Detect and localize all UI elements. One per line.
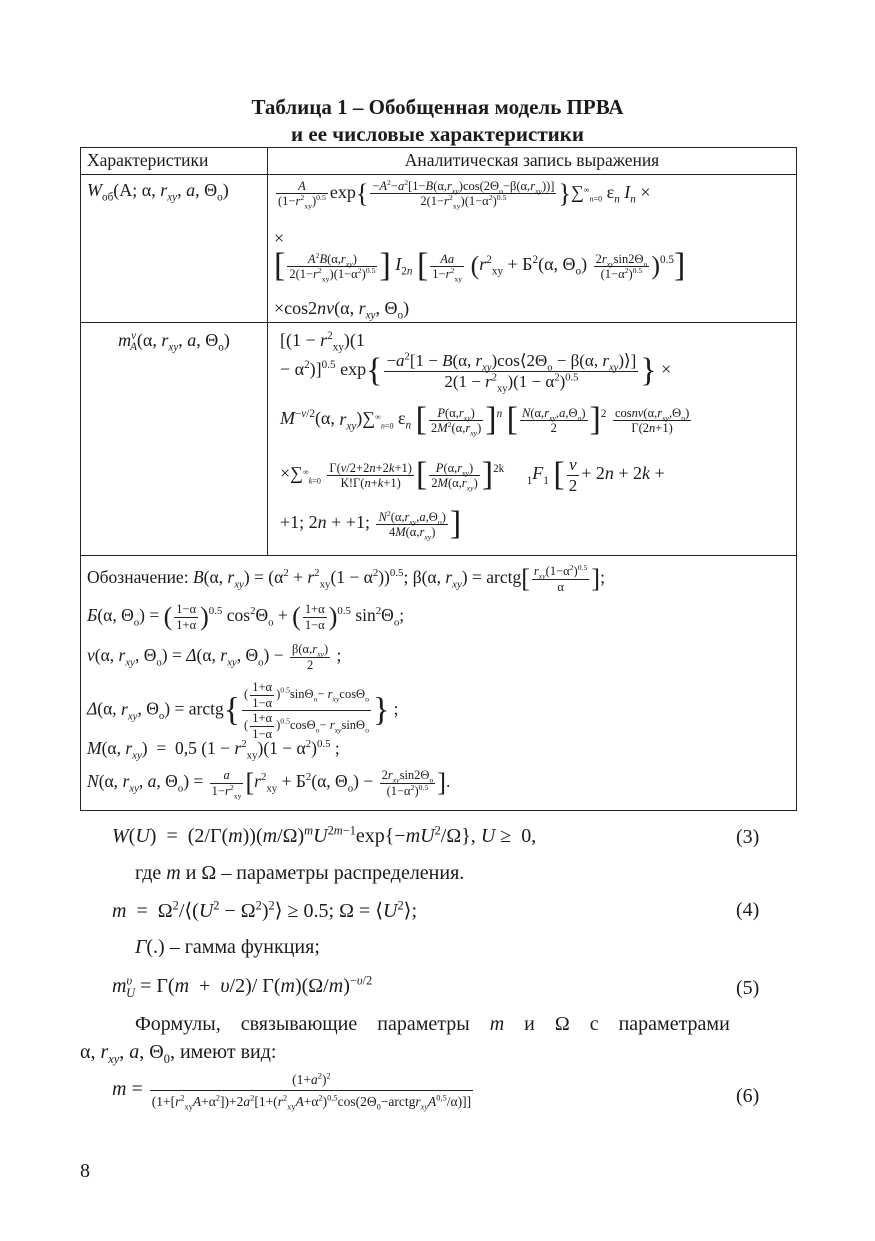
- equation-4: $m = \Omega^2/⟨(U^2$ − $\Omega^2)^2⟩ \ge 0.5$; $\Omega = ⟨U^2⟩$;: [112, 898, 418, 922]
- equation-5-number: (5): [736, 977, 760, 999]
- row1-label: $W_{об}(А$; α, $r_{xy}$, a, $\Theta_о$): [81, 174, 268, 322]
- row2-expression: [$(1 - r^2_{xy})(1$ − $\alpha^2)]^{0.5}$ exp{ $\frac{-a^2[1 - B(\alpha, r_{xy})\cos⟨2\Theta_о - \beta(\alpha, r_{xy})⟩]}{2(1 - r^2_{xy})(1 - \alpha^2)^{0.5}}$ } × $M^{-\nu/2}(\alpha$, $r_{xy})\sum^\infty_{n=0}$ $\varepsilon_n$ [ $\frac{P(\alpha,r_{xy})}{2M^2(\alpha,r_{xy})}$ ]$^n$ [ $\frac{N(\alpha,r_{xy},a,\Theta_о)}{2}$ ]$^2$ $\frac{\cos n\nu(\alpha,r_{xy},\Theta_о)}{\Gamma(2n+1)}$ $\times\sum^\infty_{k=0}$ $\frac{\Gamma(\nu/2+2n+2k+1)}{К!\Gamma(n+k+1)}$ [ $\frac{P(\alpha,r_{xy})}{2M(\alpha,r_{xy})}$ ]$^{2k}$ $_1F_1$ [ $\frac{\nu}{2}$ + 2n + 2k + +1; 2n + +1; $\frac{N^2(\alpha,r_{xy},a,\Theta_о)}{4M(\alpha,r_{xy})}$ ]: [268, 322, 797, 556]
- table-row-density: [81, 174, 797, 322]
- page-number: 8: [80, 1160, 90, 1182]
- equation-3-number: (3): [736, 826, 760, 848]
- row1-expression: $\frac{A}{(1-r^2_{xy})^{0.5}}$ exp{ $\frac{-A^2-a^2[1-B(\alpha,r_{xy})\cos(2\Theta_о-\beta(\alpha,r_{xy}))]}{2(1-r^2_{xy})(1-\alpha^2)^{0.5}}$ }$\sum^\infty_{n=0}$ $\varepsilon_n$ $I_n$ × × [ $\frac{A^2B(\alpha,r_{xy})}{2(1-r^2_{xy})(1-\alpha^2)^{0.5}}$ ] $I_{2n}$ [ $\frac{Aa}{1-r^2_{xy}}$ ($r^2_{xy} + Б^2(\alpha$, $\Theta_о$) $\frac{2r_{xy}\sin 2\Theta_о}{(1-\alpha^2)^{0.5}}$ )$^{0.5}$] ×cos2nν(α, $r_{xy}$, $\Theta_о$): [268, 174, 797, 322]
- row2-label: $m^\nu_A(\alpha$, $r_{xy}$, a, $\Theta_о$): [81, 322, 268, 556]
- table-row-notation: [81, 556, 797, 811]
- table-row-moments: [81, 322, 797, 556]
- formula-intro-line1: Формулы, связывающие параметры m и Ω с параметрами: [135, 1013, 730, 1035]
- equation-6: m = $\frac{(1+a^2)^2}{(1+[r^2_{xy}A+\alpha^2])+2a^2[1+(r^2_{xy}A+\alpha^2)^{0,5}\cos(2\Theta_0-arctgr_{xy}A^{0,5}/\alpha)]]}$: [112, 1071, 472, 1112]
- formula-intro-line2: α, $r_{xy}$, a, $\Theta_0$, имеют вид:: [80, 1041, 277, 1066]
- notation-label: Обозначение:: [87, 567, 189, 588]
- equation-5: $m^\upsilon_U = \Gamma(m + \upsilon/2)/$ $\Gamma(m)(\Omega/m)^{-\upsilon/2}$: [112, 973, 373, 1000]
- where-text: где m и Ω – параметры распределения.: [135, 862, 465, 884]
- header-analytic-expression: Аналитическая запись выражения: [268, 148, 797, 175]
- table-header-row: [81, 148, 797, 175]
- equation-3: $W(U) = (2/\Gamma(m))(m/\Omega)^mU^{2m-1}\exp\{-mU^2/\Omega\}$, U ≥ 0,: [112, 823, 537, 847]
- table-title-line2: и ее числовые характеристики: [291, 122, 584, 146]
- equation-6-number: (6): [736, 1085, 760, 1107]
- table-title-line1: Таблица 1 – Обобщенная модель ПРВА: [251, 95, 624, 119]
- notation-cell: Обозначение: B(α, $r_{xy}) = (\alpha^2 + r^2_{xy}(1 - \alpha^2))^{0.5}$; β(α, $r_{xy}$) = arctg[ $\frac{r_{xy}(1-\alpha^2)^{0.5}}{\alpha}$ ]; Б(α, $\Theta_о$) = ( $\frac{1-\alpha}{1+\alpha}$ )$^{0.5}$ $\cos^2\Theta_о$ + ( $\frac{1+\alpha}{1-\alpha}$ )$^{0.5}$ $\sin^2\Theta_о$; ν(α, $r_{xy}$, $\Theta_о) = \Delta(\alpha$, $r_{xy}$, $\Theta_о$) − $\frac{\beta(\alpha,r_{xy})}{2}$ ; Δ(α, $r_{xy}$, $\Theta_о$) = arctg{ ( $\frac{1+\alpha}{1-\alpha}$ )$^{0.5}\sin\Theta_о- r_{xy}\cos\Theta_о$ ( $\frac{1+\alpha}{1-\alpha}$ )$^{0.5}\cos\Theta_о- r_{xy}\sin\Theta_о$ } ; M(α, $r_{xy}) = 0,5$ $(1 - r^2_{xy})(1 - \alpha^2)^{0.5}$ ; N(α, $r_{xy}$, a, $\Theta_о$) = $\frac{a}{1-r^2_{xy}}$ [$r^2_{xy} + Б^2(\alpha$, $\Theta_о$) − $\frac{2r_{xy}\sin 2\Theta_о}{(1-\alpha^2)^{0.5}}$ ].: [81, 556, 797, 811]
- characteristics-table: [80, 147, 797, 811]
- equation-4-number: (4): [736, 899, 760, 921]
- gamma-text: Г(.) – гамма функция;: [135, 936, 320, 958]
- header-characteristics: Характеристики: [81, 148, 268, 175]
